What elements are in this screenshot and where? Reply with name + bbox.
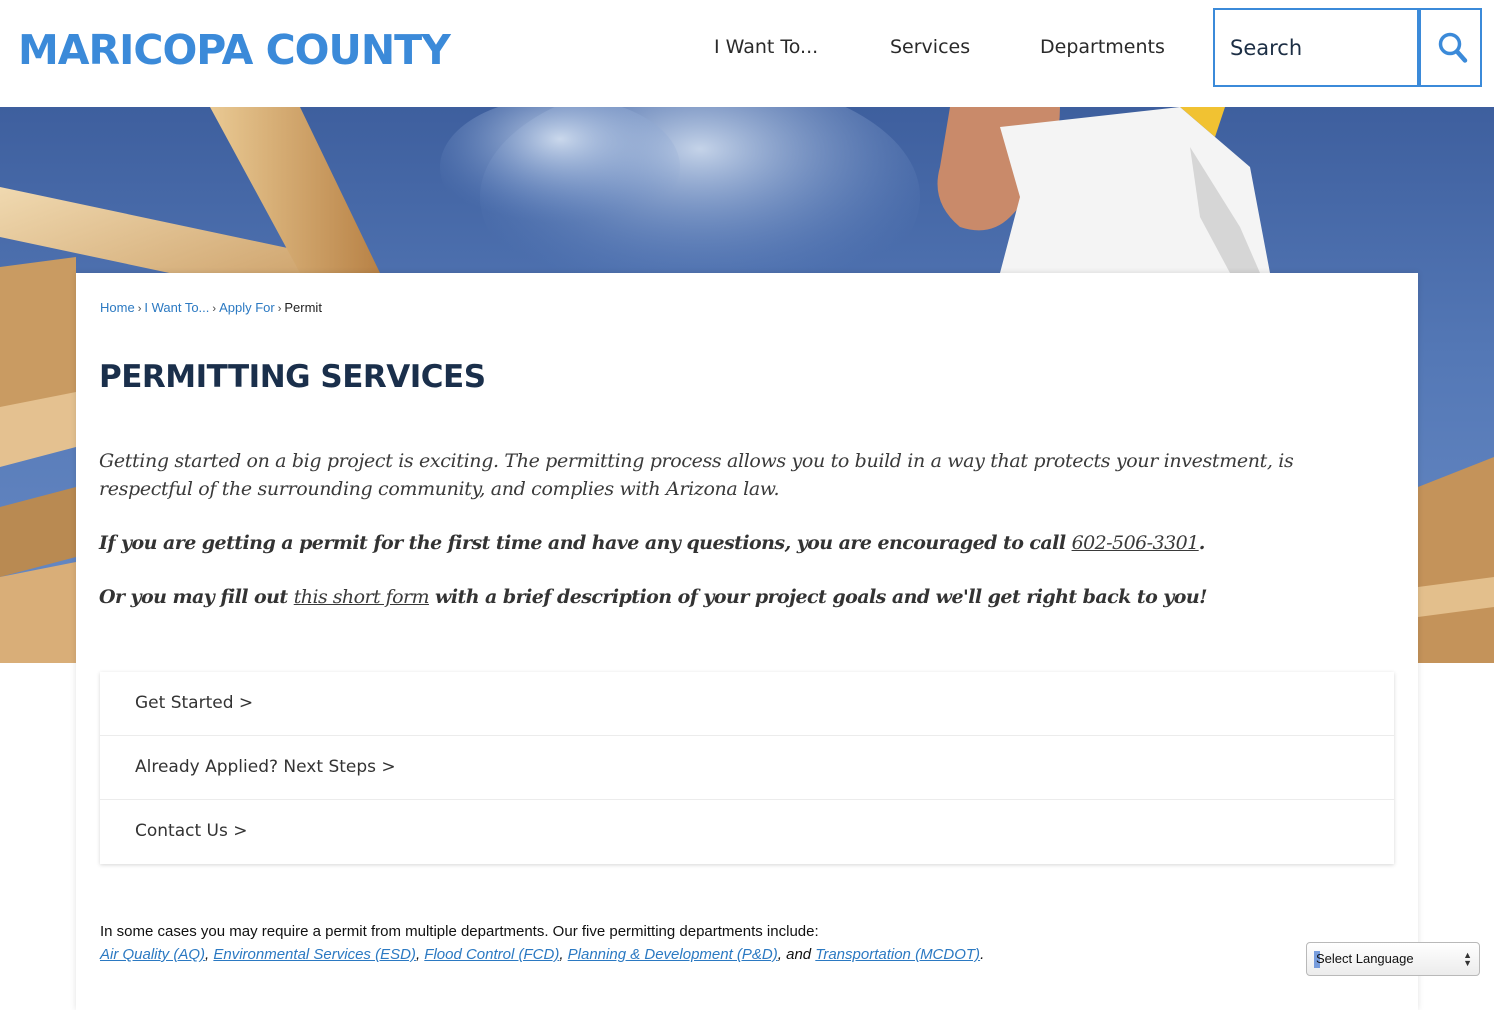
page-title: PERMITTING SERVICES <box>99 359 486 395</box>
sentence-end: . <box>980 946 985 963</box>
content-card <box>76 273 1418 1010</box>
and-separator: , and <box>777 946 816 963</box>
select-arrows-icon: ▲ ▼ <box>1463 950 1472 968</box>
accordion-label: Get Started > <box>135 693 254 713</box>
link-planning-development[interactable]: Planning & Development (P&D) <box>567 946 778 963</box>
accordion-label: Already Applied? Next Steps > <box>135 757 396 777</box>
comma-separator: , <box>205 946 214 963</box>
short-form-text: Or you may fill out <box>99 586 294 608</box>
language-select[interactable] <box>1306 942 1480 976</box>
short-form-end: with a brief description of your project goals and we'll get right back to you! <box>428 586 1207 608</box>
site-header <box>0 0 1494 107</box>
departments-intro: In some cases you may require a permit from multiple departments. Our five permitting departments include: <box>100 923 819 940</box>
search-icon <box>1438 32 1468 64</box>
accordion-label: Contact Us > <box>135 821 248 841</box>
breadcrumb-home[interactable]: Home <box>100 300 135 315</box>
departments-links <box>100 946 984 963</box>
search-input[interactable] <box>1215 10 1417 85</box>
accordion-get-started[interactable] <box>100 672 1394 736</box>
intro-paragraph: Getting started on a big project is exciting. The permitting process allows you to build in a way that protects your investment, is respectful of the surrounding community, and complies with Arizona law. <box>99 450 1294 500</box>
first-time-paragraph <box>99 529 1379 557</box>
link-air-quality[interactable]: Air Quality (AQ) <box>100 946 206 963</box>
phone-link[interactable]: 602-506-3301 <box>1071 532 1199 554</box>
nav-departments[interactable]: Departments <box>1040 36 1165 58</box>
short-form-paragraph <box>99 583 1379 611</box>
link-transportation[interactable]: Transportation (MCDOT) <box>815 946 981 963</box>
breadcrumb-separator: › <box>212 303 217 315</box>
comma-separator: , <box>559 946 568 963</box>
language-select-label: Select Language <box>1316 951 1414 966</box>
breadcrumb-separator: › <box>277 303 282 315</box>
breadcrumb <box>100 300 322 315</box>
link-environmental-services[interactable]: Environmental Services (ESD) <box>213 946 416 963</box>
accordion-next-steps[interactable] <box>100 736 1394 800</box>
accordion <box>100 672 1394 864</box>
breadcrumb-i-want-to[interactable]: I Want To... <box>144 300 210 315</box>
breadcrumb-apply-for[interactable]: Apply For <box>219 300 275 315</box>
site-logo[interactable]: MARICOPA COUNTY <box>18 26 450 74</box>
comma-separator: , <box>415 946 425 963</box>
nav-i-want-to[interactable]: I Want To... <box>714 36 819 58</box>
search-button[interactable] <box>1419 8 1482 87</box>
breadcrumb-current: Permit <box>284 300 322 315</box>
accordion-contact-us[interactable] <box>100 800 1394 864</box>
link-flood-control[interactable]: Flood Control (FCD) <box>424 946 560 963</box>
first-time-text: If you are getting a permit for the first time and have any questions, you are encouraged to call <box>99 532 1072 554</box>
nav-services[interactable]: Services <box>890 36 971 58</box>
search-box <box>1213 8 1419 87</box>
first-time-end: . <box>1198 532 1205 554</box>
short-form-link[interactable]: this short form <box>293 586 429 608</box>
breadcrumb-separator: › <box>137 303 142 315</box>
